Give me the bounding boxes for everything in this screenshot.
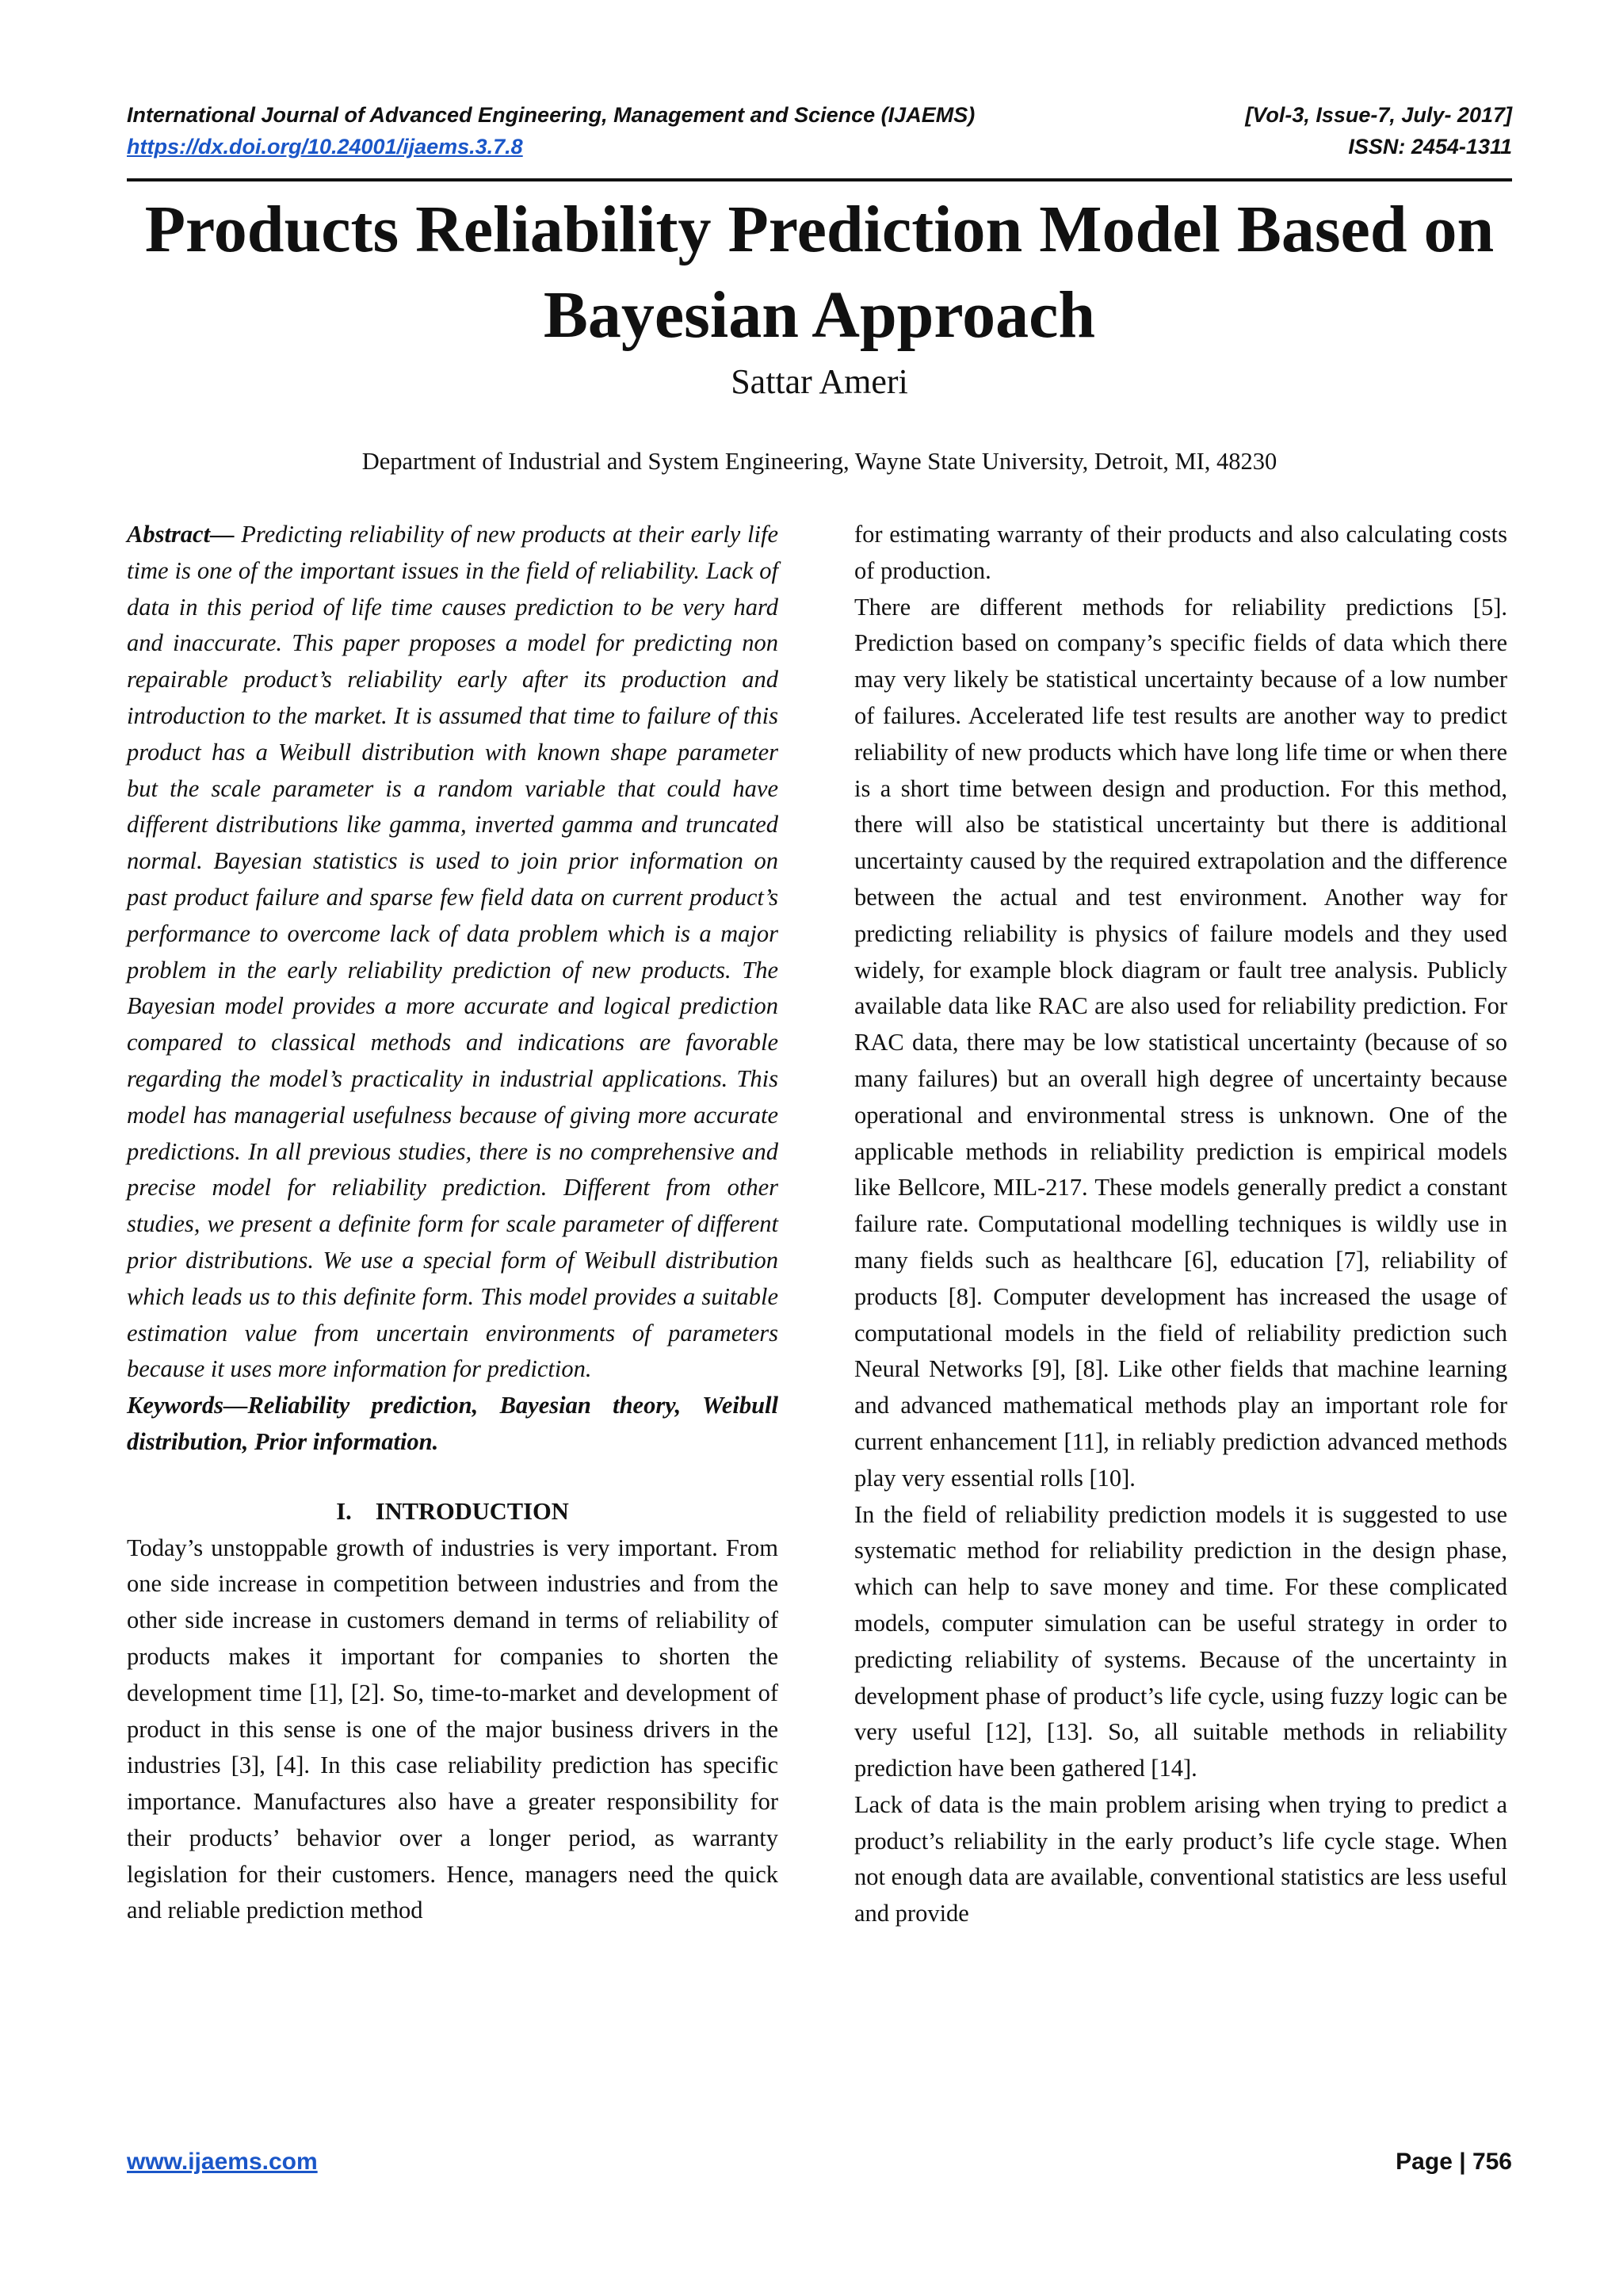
header-divider (127, 178, 1512, 183)
title-line-2: Bayesian Approach (543, 278, 1096, 352)
intro-paragraph-1: Today’s unstoppable growth of industries is very important. From one side increase in competition between industries and from the other side increase in customers demand in terms of reliability of products makes it important for companies to shorten the development time [1], [2]. So, time-to-market and development of product in this sense is one of the major business drivers in the industries [3], [4]. In this case reliability prediction has specific importance. Manufactures also have a greater responsibility for their products’ behavior over a longer period, as warranty legislation for their customers. Hence, managers need the quick and reliable prediction method (127, 1534, 778, 1924)
section-number: I. (336, 1497, 352, 1525)
left-column (127, 517, 778, 1929)
journal-name: International Journal of Advanced Engineering, Management and Science (IJAEMS) (127, 103, 976, 127)
intro-paragraph-1-continued: for estimating warranty of their products and also calculating costs of production. (854, 521, 1507, 584)
paper-title (95, 187, 1544, 358)
doi-link[interactable]: https://dx.doi.org/10.24001/ijaems.3.7.8 (127, 135, 523, 159)
journal-header (127, 99, 1512, 162)
title-line-1: Products Reliability Prediction Model Based on (144, 193, 1495, 266)
intro-paragraph-4: Lack of data is the main problem arising when trying to predict a product’s reliability in the early product’s life cycle stage. When not enough data are available, conventional statistics are less useful and provide (854, 1790, 1507, 1927)
right-column (854, 517, 1507, 1932)
journal-website-link[interactable]: www.ijaems.com (127, 2149, 318, 2175)
intro-paragraph-2: There are different methods for reliability predictions [5]. Prediction based on company’s specific fields of data which there may very likely be statistical uncertainty because of a low number of failures. Accelerated life test results are another way to predict reliability of new products which have long life time or when there is a short time between design and production. For this method, there will also be statistical uncertainty but there is additional uncertainty caused by the required extrapolation and the difference between the actual and test environment. Another way for predicting reliability is physics of failure models and they used widely, for example block diagram or fault tree analysis. Publicly available data like RAC are also used for reliability prediction. For RAC data, there may be low statistical uncertainty (because of so many failures) but an overall high degree of uncertainty because operational and environmental stress is unknown. One of the applicable methods in reliability prediction is empirical models like Bellcore, MIL-217. These models generally predict a constant failure rate. Computational modelling techniques is wildly use in many fields such as healthcare [6], education [7], reliability of products [8]. Computer development has increased the usage of computational models in the field of reliability prediction such Neural Networks [9], [8]. Like other fields that machine learning and advanced mathematical methods play an important role for current enhancement [11], in reliably prediction advanced methods play very essential rolls [10]. (854, 593, 1507, 1492)
section-heading-introduction (127, 1494, 778, 1530)
author-affiliation: Department of Industrial and System Engineering, Wayne State University, Detroit, MI, 48230 (361, 448, 1277, 475)
volume-info: [Vol-3, Issue-7, July- 2017] (1245, 103, 1512, 127)
intro-paragraph-3: In the field of reliability prediction models it is suggested to use systematic method for reliability prediction in the design phase, which can help to save money and time. For these complicated models, computer simulation can be useful strategy in order to predicting reliability of systems. Because of the uncertainty in development phase of product’s life cycle, using fuzzy logic can be very useful [12], [13]. So, all suitable methods in reliability prediction have been gathered [14]. (854, 1500, 1507, 1782)
author-name: Sattar Ameri (731, 362, 908, 401)
abstract (127, 517, 778, 1388)
abstract-label: Abstract— (127, 521, 235, 548)
section-title: INTRODUCTION (375, 1497, 569, 1525)
page-number: Page | 756 (1396, 2149, 1512, 2175)
page-footer (127, 2146, 1512, 2178)
keywords: Keywords—Reliability prediction, Bayesian theory, Weibull distribution, Prior information. (127, 1392, 778, 1455)
issn: ISSN: 2454-1311 (1348, 135, 1512, 159)
abstract-body: Predicting reliability of new products at their early life time is one of the important issues in the field of reliability. Lack of data in this period of life time causes prediction to be very hard and inaccurate. This paper proposes a model for predicting non repairable product’s reliability early after its production and introduction to the market. It is assumed that time to failure of this product has a Weibull distribution with known shape parameter but the scale parameter is a random variable that could have different distributions like gamma, inverted gamma and truncated normal. Bayesian statistics is used to join prior information on past product failure and sparse few field data on current product’s performance to overcome lack of data problem which is a major problem in the early reliability prediction of new products. The Bayesian model provides a more accurate and logical prediction compared to classical methods and indications are favorable regarding the model’s practicality in industrial applications. This model has managerial usefulness because of giving more accurate predictions. In all previous studies, there is no comprehensive and precise model for reliability prediction. Different from other studies, we present a definite form for scale parameter of different prior distributions. We use a special form of Weibull distribution which leads us to this definite form. This model provides a suitable estimation value from uncertain environments of parameters because it uses more information for prediction. (127, 521, 778, 1383)
